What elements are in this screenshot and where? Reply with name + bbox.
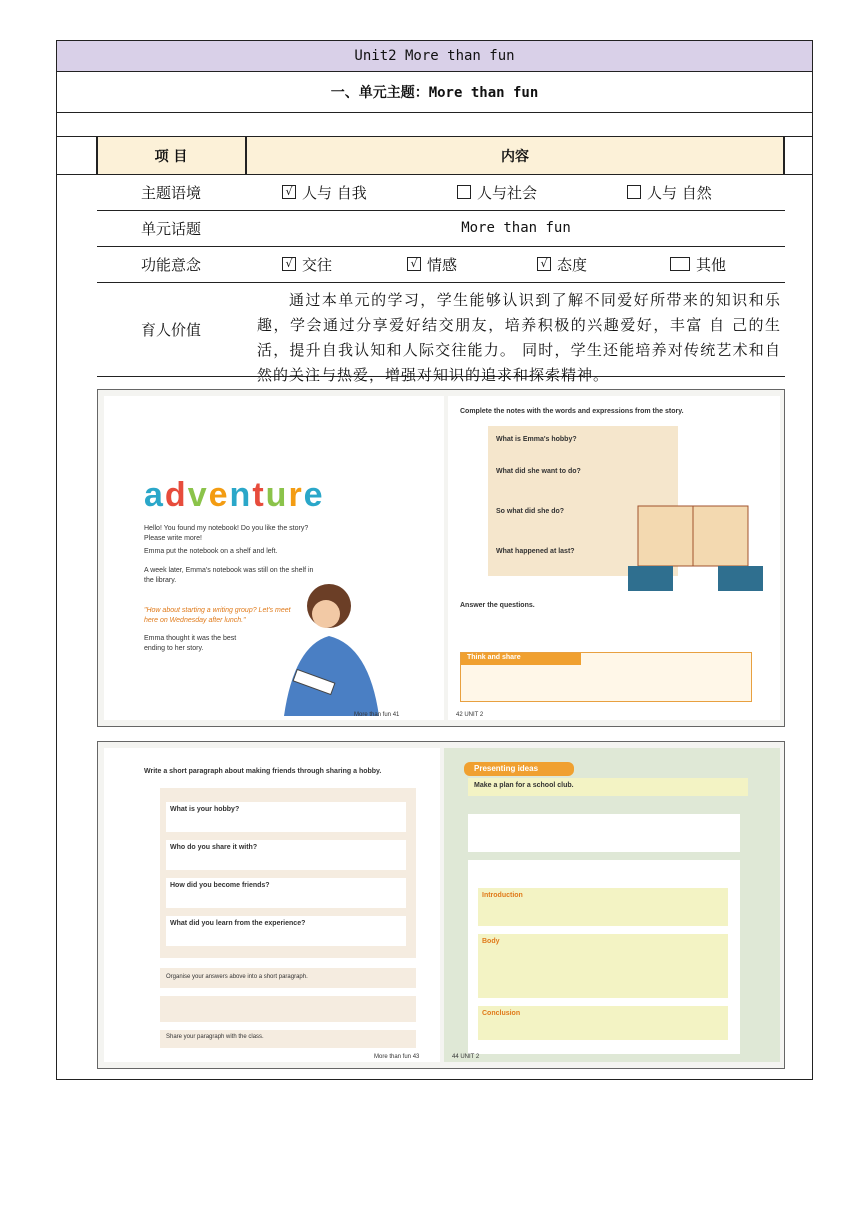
blank-row xyxy=(57,113,812,137)
value-text: 通过本单元的学习，学生能够认识到了解不同爱好所带来的知识和乐趣，学会通过分享爱好结交朋友，培养积极的兴趣爱好，丰富 自 己的生活，提升自我认知和人际交往能力。 同时，学生还能培养对传统艺术和自然的关注与热爱，增强对知识的追求和探索精神。 xyxy=(257,291,781,384)
checkbox-icon[interactable]: √ xyxy=(407,257,421,271)
step-2-box: Organise your answers above into a short paragraph. xyxy=(160,968,416,988)
page-title: Unit2 More than fun xyxy=(57,41,812,72)
story-line: Emma thought it was the best ending to her story. xyxy=(144,635,237,652)
unit-topic-row xyxy=(97,210,785,247)
textbook-page-right xyxy=(448,396,780,720)
page-number: 42 UNIT 2 xyxy=(456,712,484,718)
option-other[interactable]: 其他 xyxy=(670,246,726,282)
option-nature[interactable]: 人与 自然 xyxy=(627,174,712,210)
option-attitude[interactable]: √ 态度 xyxy=(537,246,587,282)
notes-box: What is Emma's hobby? What did she want to do? So what did she do? What happened at last? xyxy=(488,426,678,576)
notebook-illustration xyxy=(628,486,768,596)
unit-theme-title: 一、单元主题：More than fun xyxy=(57,72,812,113)
page-number: More than fun 41 xyxy=(354,712,400,718)
questions-box: What is your hobby? Who do you share it with? How did you become friends? What did you learn from the experience? xyxy=(160,788,416,958)
checkbox-icon[interactable] xyxy=(627,185,641,199)
story-line: A week later, Emma's notebook was still on the shelf in the library. xyxy=(144,567,314,584)
unit-topic-label: 单元话题 xyxy=(141,219,202,238)
page-number: More than fun 43 xyxy=(374,1054,420,1060)
value-row xyxy=(97,282,785,384)
plan-box: Make a plan for a school club. xyxy=(468,778,748,796)
textbook-page-right xyxy=(444,748,780,1062)
step-1-box xyxy=(468,814,740,852)
checkbox-icon[interactable]: √ xyxy=(282,185,296,199)
presenting-ideas-banner: Presenting ideas xyxy=(464,762,574,776)
exercise-5-title: Write a short paragraph about making friends through sharing a hobby. xyxy=(144,768,382,775)
story-line: Hello! You found my notebook! Do you like the story? Please write more! xyxy=(144,525,309,542)
outline-box: Introduction Body Conclusion xyxy=(468,860,740,1054)
option-society[interactable]: 人与社会 xyxy=(457,174,537,210)
value-label: 育人价值 xyxy=(141,320,202,339)
textbook-page-left xyxy=(104,748,440,1062)
theme-context-row xyxy=(97,174,785,211)
header-content: 内容 xyxy=(247,137,783,174)
unit-topic-value: More than fun xyxy=(461,220,571,236)
girl-reading-illustration xyxy=(254,566,404,716)
checkbox-icon[interactable] xyxy=(457,185,471,199)
option-self[interactable]: √ 人与 自我 xyxy=(282,174,367,210)
page-number: 44 UNIT 2 xyxy=(452,1054,480,1060)
function-row xyxy=(97,246,785,283)
lesson-plan-table xyxy=(56,40,813,1080)
textbook-image-1 xyxy=(97,389,785,727)
theme-context-label: 主题语境 xyxy=(141,183,202,202)
option-communication[interactable]: √ 交往 xyxy=(282,246,332,282)
story-line: "How about starting a writing group? Let's meet here on Wednesday after lunch." xyxy=(144,607,291,624)
story-line: Emma put the notebook on a shelf and left. xyxy=(144,548,278,555)
step-4-box: Share your paragraph with the class. xyxy=(160,1030,416,1048)
checkbox-icon[interactable]: √ xyxy=(282,257,296,271)
textbook-page-left xyxy=(104,396,444,720)
exercise-4-title: Answer the questions. xyxy=(460,602,535,609)
header-item: 项 目 xyxy=(97,137,245,174)
exercise-3-title: Complete the notes with the words and expressions from the story. xyxy=(460,408,684,415)
info-rows xyxy=(97,174,785,384)
think-share-box: Think and share xyxy=(460,652,752,702)
option-emotion[interactable]: √ 情感 xyxy=(407,246,457,282)
table-header xyxy=(57,137,812,175)
adventure-heading: adventure xyxy=(144,476,325,514)
checkbox-icon[interactable]: √ xyxy=(537,257,551,271)
step-3-box xyxy=(160,996,416,1022)
textbook-image-2 xyxy=(97,741,785,1069)
checkbox-icon[interactable] xyxy=(670,257,690,271)
function-label: 功能意念 xyxy=(141,255,202,274)
